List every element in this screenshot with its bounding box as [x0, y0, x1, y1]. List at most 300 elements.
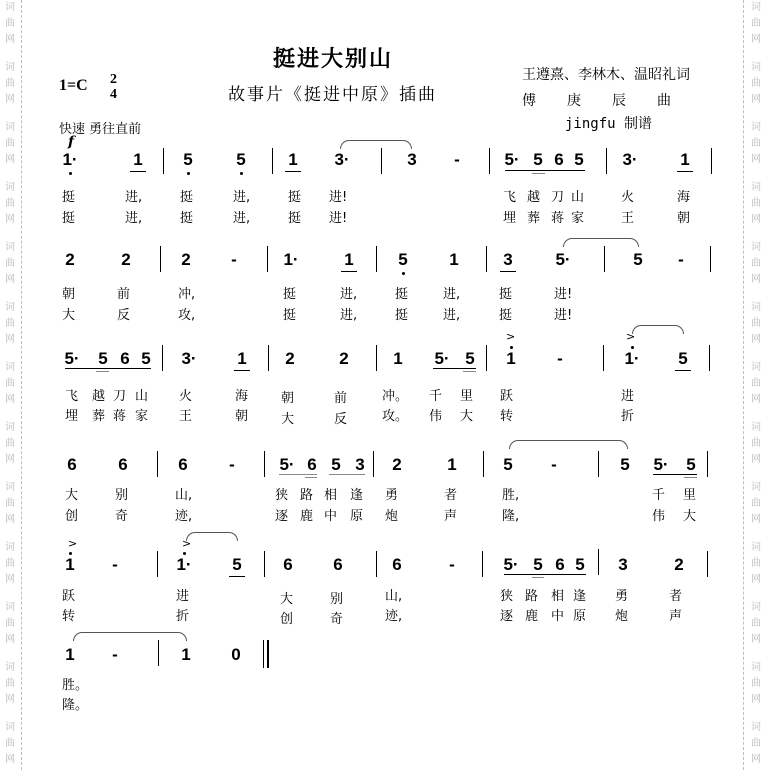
dash: - — [112, 645, 118, 664]
accent-mark-icon: > — [182, 537, 192, 550]
lyric: 进, — [125, 190, 143, 205]
watermark-char: 曲 — [5, 678, 15, 689]
lyric: 进 — [176, 589, 190, 604]
lyric: 挺 — [62, 190, 76, 205]
barline — [268, 345, 269, 371]
watermark-char: 曲 — [751, 138, 761, 149]
beam — [504, 574, 586, 575]
lyric: 海 — [235, 389, 249, 404]
watermark-char: 词 — [5, 62, 15, 73]
note: 3· — [334, 150, 350, 169]
watermark-char: 词 — [5, 542, 15, 553]
watermark-char: 网 — [5, 334, 15, 345]
beam-2 — [305, 477, 317, 478]
watermark-char: 曲 — [751, 378, 761, 389]
beam-2 — [532, 173, 545, 174]
note: 2 — [339, 349, 349, 368]
barline — [272, 148, 273, 174]
barline — [381, 148, 382, 174]
lyric: 大 — [683, 509, 697, 524]
watermark-char: 曲 — [751, 318, 761, 329]
barline — [710, 246, 711, 272]
watermark-char: 曲 — [751, 558, 761, 569]
watermark-char: 词 — [751, 362, 761, 373]
watermark-char: 词 — [751, 302, 761, 313]
note: 1· — [283, 250, 299, 269]
lyric: 挺 — [180, 190, 194, 205]
barline — [376, 551, 377, 577]
lyric: 埋 — [503, 211, 517, 226]
lyric: 勇 — [385, 488, 399, 503]
dash: - — [678, 250, 684, 269]
lyric: 中 — [324, 509, 338, 524]
right-watermark — [745, 0, 765, 770]
lyric: 相 — [551, 589, 565, 604]
lyric: 创 — [280, 612, 294, 627]
note: 5 — [503, 455, 513, 474]
key-signature: 1=C — [59, 77, 88, 94]
watermark-char: 词 — [751, 662, 761, 673]
watermark-char: 曲 — [5, 378, 15, 389]
lyric: 胜, — [502, 488, 520, 503]
barline — [160, 246, 161, 272]
lyric: 隆, — [502, 509, 520, 524]
dash: - — [112, 555, 118, 574]
watermark-char: 词 — [751, 422, 761, 433]
lyric: 挺 — [395, 308, 409, 323]
watermark-char: 词 — [5, 302, 15, 313]
note: 1 — [393, 349, 403, 368]
note: 2 — [181, 250, 191, 269]
barline — [483, 451, 484, 477]
lyric: 挺 — [288, 190, 302, 205]
watermark-char: 曲 — [5, 18, 15, 29]
note: 3 — [618, 555, 628, 574]
dash: - — [231, 250, 237, 269]
lyric: 隆。 — [62, 698, 89, 713]
watermark-char: 网 — [5, 574, 15, 585]
lyric: 大 — [460, 409, 474, 424]
watermark-char: 曲 — [5, 558, 15, 569]
time-signature — [110, 72, 117, 102]
note: 1 — [62, 555, 78, 575]
lyric: 埋 — [65, 409, 79, 424]
beam — [505, 170, 585, 171]
lyric: 者 — [669, 589, 683, 604]
note: 1· — [624, 349, 640, 368]
lyric: 狭 — [275, 488, 289, 503]
lyric: 别 — [115, 488, 129, 503]
note: 5 — [465, 349, 475, 368]
barline — [707, 551, 708, 577]
lyric: 伟 — [652, 509, 666, 524]
watermark-char: 词 — [5, 722, 15, 733]
barline — [604, 246, 605, 272]
beam-2 — [96, 371, 109, 372]
lyric: 家 — [571, 211, 585, 226]
note: 1 — [341, 250, 357, 272]
lyric: 相 — [324, 488, 338, 503]
lyric: 葬 — [527, 211, 541, 226]
barline — [376, 246, 377, 272]
barline — [264, 451, 265, 477]
lyric: 奇 — [330, 612, 344, 627]
watermark-char: 曲 — [5, 438, 15, 449]
accent-mark-icon: > — [626, 330, 636, 343]
lyric: 迹, — [175, 509, 193, 524]
lyric: 创 — [65, 509, 79, 524]
dash: - — [454, 150, 460, 169]
note: 1 — [181, 645, 191, 664]
watermark-char: 网 — [751, 694, 761, 705]
left-watermark — [0, 0, 22, 770]
watermark-char: 网 — [751, 154, 761, 165]
lyric: 挺 — [283, 287, 297, 302]
watermark-char: 曲 — [751, 198, 761, 209]
note: 3 — [355, 455, 365, 474]
lyric: 山, — [385, 589, 403, 604]
lyric: 王 — [179, 409, 193, 424]
lyric: 王 — [621, 211, 635, 226]
accent-mark-icon: > — [68, 537, 78, 550]
note: 3· — [181, 349, 197, 368]
beam-2 — [532, 577, 544, 578]
note: 2 — [65, 250, 75, 269]
barline — [709, 345, 710, 371]
lyric: 路 — [525, 589, 539, 604]
lyric: 进, — [340, 308, 358, 323]
note: 6 — [555, 555, 565, 574]
lyric: 折 — [621, 409, 635, 424]
note: 6 — [333, 555, 343, 574]
barline — [606, 148, 607, 174]
note: 5 — [395, 250, 411, 270]
lyric: 冲。 — [382, 389, 409, 404]
note: 2 — [392, 455, 402, 474]
lyric: 别 — [330, 592, 344, 607]
note: 5 — [229, 555, 245, 577]
lyric: 飞 — [503, 190, 517, 205]
tie-arc — [509, 440, 628, 449]
lyric: 鹿 — [300, 509, 314, 524]
lyric: 进! — [329, 211, 348, 226]
lyric: 中 — [551, 609, 565, 624]
note: 6 — [392, 555, 402, 574]
note: 2 — [674, 555, 684, 574]
lyric: 转 — [62, 609, 76, 624]
watermark-char: 曲 — [5, 498, 15, 509]
watermark-char: 曲 — [5, 738, 15, 749]
barline — [486, 246, 487, 272]
lyric: 进 — [621, 389, 635, 404]
lyric: 家 — [135, 409, 149, 424]
watermark-char: 曲 — [5, 258, 15, 269]
watermark-char: 曲 — [5, 78, 15, 89]
beam — [65, 368, 151, 369]
lyric: 冲, — [178, 287, 196, 302]
lyric: 大 — [280, 592, 294, 607]
watermark-char: 网 — [5, 394, 15, 405]
watermark-char: 词 — [751, 2, 761, 13]
lyric: 声 — [669, 609, 683, 624]
lyric: 逢 — [350, 488, 364, 503]
watermark-char: 词 — [5, 482, 15, 493]
note: 5· — [434, 349, 450, 368]
accent-mark-icon: > — [506, 330, 516, 343]
watermark-char: 词 — [751, 242, 761, 253]
lyric: 前 — [334, 391, 348, 406]
barline — [376, 345, 377, 371]
watermark-char: 词 — [5, 662, 15, 673]
note: 6 — [307, 455, 317, 474]
lyric: 原 — [350, 509, 364, 524]
watermark-char: 网 — [751, 454, 761, 465]
watermark-char: 网 — [751, 34, 761, 45]
beam-2 — [463, 371, 476, 372]
lyric: 挺 — [499, 287, 513, 302]
beam — [329, 474, 365, 475]
lyric: 者 — [444, 488, 458, 503]
barline — [711, 148, 712, 174]
lyric: 前 — [117, 287, 131, 302]
watermark-char: 曲 — [5, 198, 15, 209]
barline — [598, 451, 599, 477]
watermark-char: 曲 — [751, 498, 761, 509]
lyric: 声 — [444, 509, 458, 524]
watermark-char: 网 — [751, 94, 761, 105]
barline — [267, 246, 268, 272]
beam — [279, 474, 317, 475]
tie-arc — [186, 532, 238, 541]
rest: 0 — [231, 645, 241, 664]
note: 6 — [554, 150, 564, 169]
lyric: 进, — [443, 287, 461, 302]
lyric: 进! — [329, 190, 348, 205]
note: 6 — [120, 349, 130, 368]
barline — [489, 148, 490, 174]
watermark-char: 词 — [5, 422, 15, 433]
note: 5· — [504, 150, 520, 169]
watermark-char: 网 — [5, 514, 15, 525]
watermark-char: 曲 — [751, 678, 761, 689]
left-dashed-border — [21, 0, 22, 770]
final-barline-thick — [267, 640, 269, 668]
barline — [373, 451, 374, 477]
watermark-char: 网 — [5, 34, 15, 45]
note: 5 — [98, 349, 108, 368]
lyric: 逐 — [275, 509, 289, 524]
lyric: 大 — [62, 308, 76, 323]
lyric: 胜。 — [62, 678, 89, 693]
note: 6 — [67, 455, 77, 474]
lyric: 山, — [175, 488, 193, 503]
watermark-char: 网 — [751, 394, 761, 405]
watermark-char: 词 — [5, 2, 15, 13]
watermark-char: 网 — [5, 214, 15, 225]
note: 5 — [620, 455, 630, 474]
lyric: 奇 — [115, 509, 129, 524]
watermark-char: 曲 — [751, 78, 761, 89]
watermark-char: 网 — [751, 274, 761, 285]
lyric: 里 — [683, 488, 697, 503]
lyric: 转 — [500, 409, 514, 424]
watermark-char: 网 — [5, 634, 15, 645]
lyric: 蒋 — [551, 211, 565, 226]
lyric: 挺 — [395, 287, 409, 302]
lyric: 挺 — [180, 211, 194, 226]
lyric: 挺 — [288, 211, 302, 226]
lyric: 炮 — [615, 609, 629, 624]
watermark-char: 网 — [5, 454, 15, 465]
lyric: 逐 — [500, 609, 514, 624]
note: 1 — [447, 455, 457, 474]
time-signature-top: 2 — [110, 72, 117, 87]
watermark-char: 词 — [751, 122, 761, 133]
note: 3· — [622, 150, 638, 169]
note: 3 — [500, 250, 516, 272]
dash: - — [557, 349, 563, 368]
lyric: 进! — [554, 287, 573, 302]
lyric: 朝 — [62, 287, 76, 302]
note: 1 — [449, 250, 459, 269]
tie-arc — [340, 140, 412, 149]
lyric: 进! — [554, 308, 573, 323]
tie-arc — [563, 238, 639, 247]
transcriber-credit: jingfu 制谱 — [565, 116, 653, 132]
note: 2 — [121, 250, 131, 269]
lyric: 刀 — [113, 389, 127, 404]
lyric: 大 — [281, 412, 295, 427]
note: 5· — [555, 250, 571, 269]
lyricist-credit: 王遵熹、李林木、温昭礼词 — [522, 67, 690, 83]
barline — [162, 345, 163, 371]
lyric: 刀 — [551, 190, 565, 205]
lyric: 进, — [233, 211, 251, 226]
lyric: 进, — [233, 190, 251, 205]
barline — [486, 345, 487, 371]
dash: - — [449, 555, 455, 574]
lyric: 原 — [573, 609, 587, 624]
lyric: 跃 — [62, 589, 76, 604]
note: 5 — [675, 349, 691, 371]
barline — [157, 551, 158, 577]
lyric: 葬 — [92, 409, 106, 424]
watermark-char: 曲 — [751, 18, 761, 29]
lyric: 进, — [340, 287, 358, 302]
watermark-char: 网 — [751, 574, 761, 585]
watermark-char: 网 — [751, 514, 761, 525]
tempo-marking: 快速 勇往直前 — [59, 122, 142, 137]
composer-credit: 傅 庚 辰 曲 — [522, 93, 672, 109]
lyric: 挺 — [283, 308, 297, 323]
lyric: 越 — [527, 190, 541, 205]
song-title: 挺进大别山 — [273, 46, 394, 72]
watermark-char: 词 — [5, 182, 15, 193]
tie-arc — [73, 632, 187, 641]
note: 5· — [279, 455, 295, 474]
note: 5 — [233, 150, 249, 170]
note: 5 — [574, 150, 584, 169]
tie-arc — [632, 325, 684, 334]
note: 5· — [64, 349, 80, 368]
note: 1· — [176, 555, 192, 574]
lyric: 千 — [652, 488, 666, 503]
watermark-char: 网 — [5, 694, 15, 705]
watermark-char: 网 — [5, 154, 15, 165]
dash: - — [229, 455, 235, 474]
lyric: 勇 — [615, 589, 629, 604]
watermark-char: 词 — [5, 122, 15, 133]
lyric: 折 — [176, 609, 190, 624]
final-barline — [263, 640, 264, 668]
lyric: 挺 — [499, 308, 513, 323]
note: 5 — [575, 555, 585, 574]
barline — [157, 451, 158, 477]
lyric: 挺 — [62, 211, 76, 226]
note: 2 — [285, 349, 295, 368]
lyric: 越 — [92, 389, 106, 404]
note: 5 — [180, 150, 196, 170]
note: 5 — [686, 455, 696, 474]
lyric: 狭 — [500, 589, 514, 604]
watermark-char: 曲 — [5, 618, 15, 629]
lyric: 炮 — [385, 509, 399, 524]
lyric: 伟 — [429, 409, 443, 424]
lyric: 山 — [571, 190, 585, 205]
lyric: 进, — [443, 308, 461, 323]
watermark-char: 词 — [5, 602, 15, 613]
lyric: 攻, — [178, 308, 196, 323]
lyric: 飞 — [65, 389, 79, 404]
time-signature-bottom: 4 — [110, 87, 117, 102]
watermark-char: 网 — [5, 94, 15, 105]
note: 1 — [503, 349, 519, 369]
watermark-char: 曲 — [751, 618, 761, 629]
watermark-char: 网 — [751, 334, 761, 345]
watermark-char: 曲 — [751, 738, 761, 749]
lyric: 海 — [677, 190, 691, 205]
note: 5 — [533, 555, 543, 574]
note: 6 — [178, 455, 188, 474]
lyric: 朝 — [235, 409, 249, 424]
note: 1 — [65, 645, 75, 664]
note: 1 — [130, 150, 146, 172]
watermark-char: 网 — [751, 754, 761, 765]
lyric: 路 — [300, 488, 314, 503]
watermark-char: 词 — [751, 542, 761, 553]
watermark-char: 词 — [751, 482, 761, 493]
dynamic-forte-icon: f — [68, 134, 75, 150]
lyric: 鹿 — [525, 609, 539, 624]
note: 6 — [283, 555, 293, 574]
watermark-char: 词 — [5, 242, 15, 253]
lyric: 反 — [334, 412, 348, 427]
lyric: 火 — [179, 389, 193, 404]
lyric: 迹, — [385, 609, 403, 624]
beam — [653, 474, 697, 475]
watermark-char: 词 — [751, 602, 761, 613]
note: 1 — [677, 150, 693, 172]
beam — [433, 368, 476, 369]
note: 5 — [533, 150, 543, 169]
barline — [158, 640, 159, 666]
note: 6 — [118, 455, 128, 474]
watermark-char: 词 — [751, 62, 761, 73]
watermark-char: 词 — [5, 362, 15, 373]
lyric: 山 — [135, 389, 149, 404]
watermark-char: 曲 — [5, 138, 15, 149]
watermark-char: 网 — [751, 634, 761, 645]
